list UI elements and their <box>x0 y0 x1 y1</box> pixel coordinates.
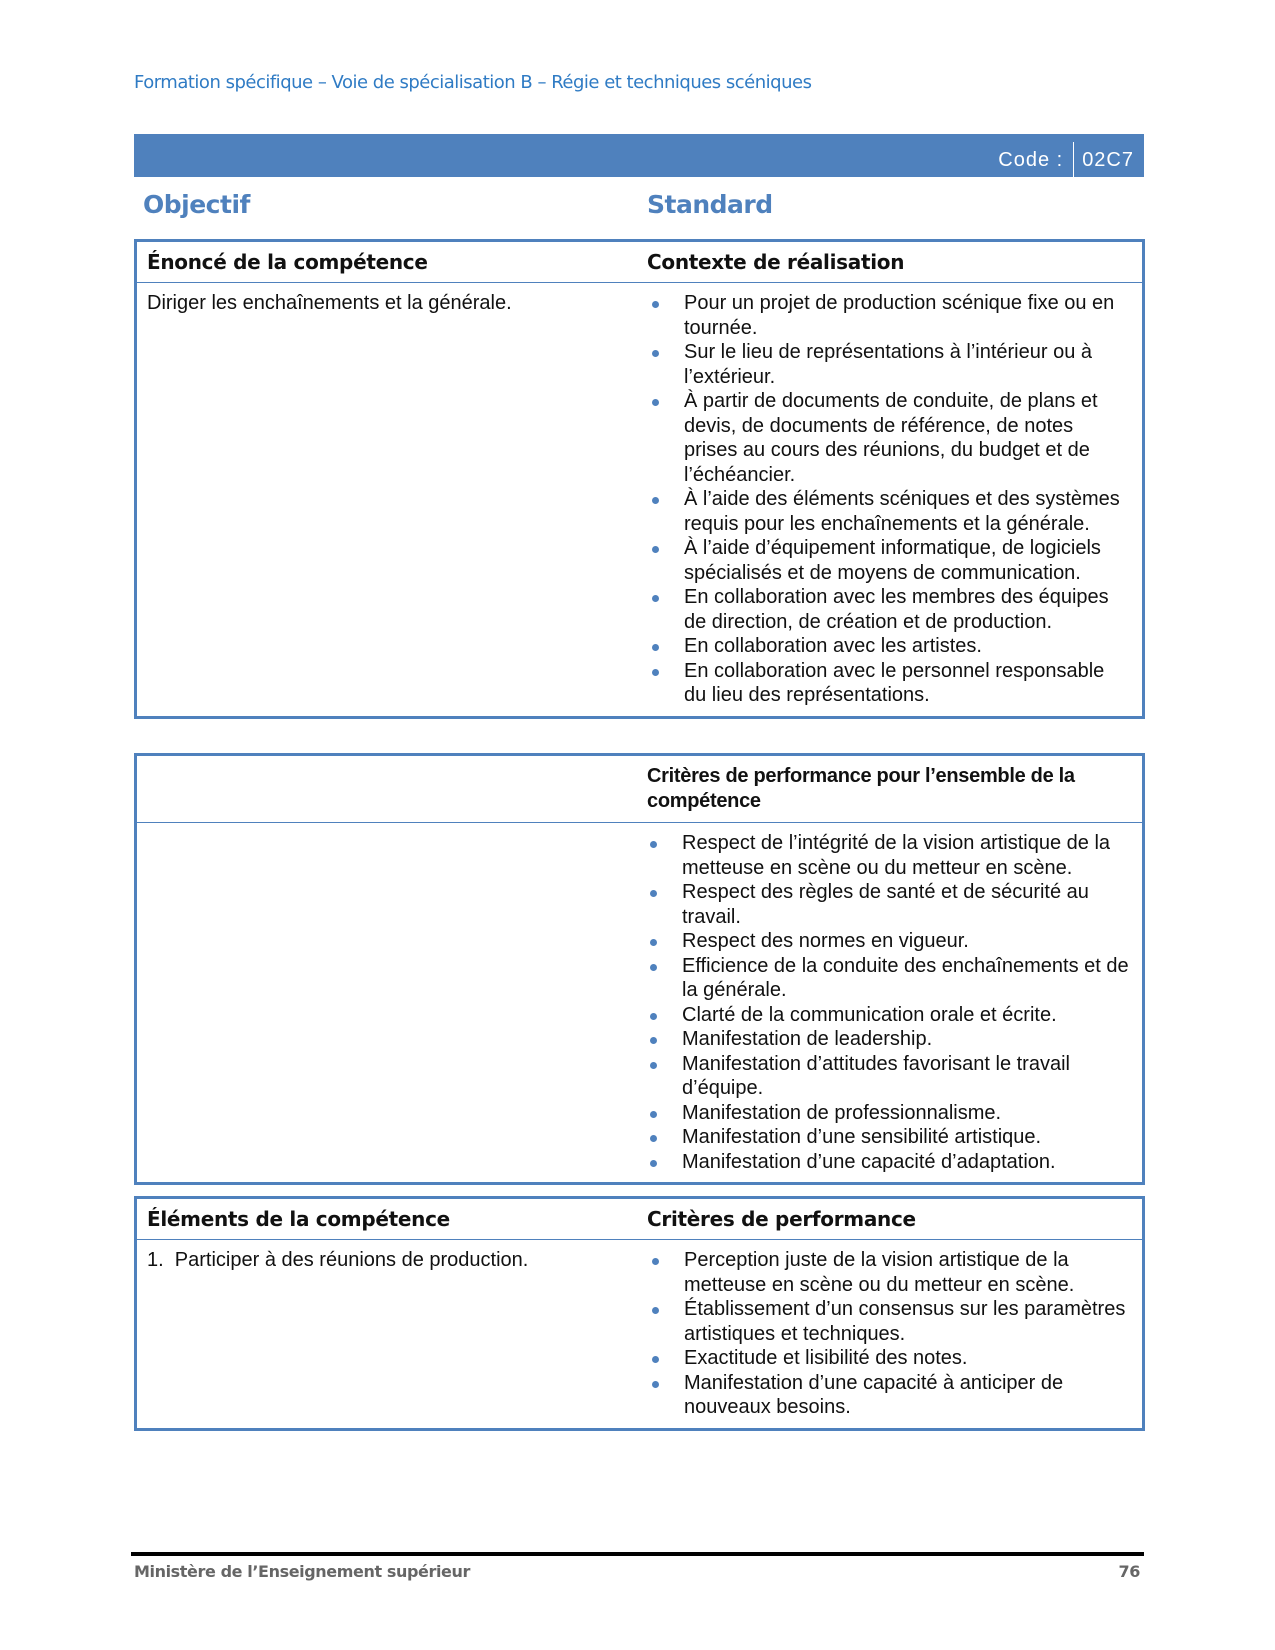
global-criteria-table <box>134 753 1145 1185</box>
bullet-icon <box>652 546 659 553</box>
list-item <box>647 536 1132 585</box>
bullet-icon <box>650 890 657 897</box>
bullet-icon <box>652 1307 659 1314</box>
table-row <box>137 1240 1142 1428</box>
list-item-text: En collaboration avec le personnel responsable du lieu des représentations. <box>684 659 1105 706</box>
list-item-text: Manifestation d’une capacité à anticiper de nouveaux besoins. <box>684 1371 1064 1418</box>
list-item <box>647 389 1132 487</box>
list-item-text: Perception juste de la vision artistique de la metteuse en scène ou du metteur en scène. <box>684 1249 1075 1296</box>
list-item <box>647 634 1132 659</box>
list-item-text: Manifestation de professionnalisme. <box>682 1101 1002 1124</box>
bullet-icon <box>650 1013 657 1020</box>
list-item <box>645 1052 1132 1101</box>
list-item-text: À partir de documents de conduite, de plans et devis, de documents de référence, de notes prises au cours des réunions, du budget et de l’échéancier. <box>684 390 1098 486</box>
page-number: 76 <box>1118 1562 1140 1581</box>
table-row <box>137 823 1142 1182</box>
list-item-text: En collaboration avec les membres des équipes de direction, de création et de production. <box>684 586 1109 633</box>
col-header-elements: Éléments de la compétence <box>147 1207 450 1231</box>
list-item <box>645 1027 1132 1052</box>
bullet-icon <box>650 1111 657 1118</box>
list-item-text: Exactitude et lisibilité des notes. <box>684 1347 968 1369</box>
list-item <box>645 954 1132 1003</box>
list-item <box>647 1248 1132 1297</box>
list-item <box>647 1297 1132 1346</box>
bullet-icon <box>652 644 659 651</box>
list-item-text: Manifestation d’attitudes favorisant le travail d’équipe. <box>682 1052 1070 1099</box>
col-header-criteres: Critères de performance <box>647 1207 916 1231</box>
table-row <box>137 283 1142 716</box>
list-item <box>645 1150 1132 1175</box>
list-item <box>645 880 1132 929</box>
bullet-icon <box>652 595 659 602</box>
list-item-text: Manifestation d’une sensibilité artistique. <box>682 1126 1042 1148</box>
table-header-row <box>137 756 1142 823</box>
bullet-icon <box>652 669 659 676</box>
list-item-text: Clarté de la communication orale et écrite. <box>682 1003 1057 1026</box>
list-item-text: Respect de l’intégrité de la vision artistique de la metteuse en scène ou du metteur en scène. <box>682 832 1111 879</box>
list-item-text: Manifestation de leadership. <box>682 1028 933 1050</box>
list-item-text: Respect des normes en vigueur. <box>682 930 969 952</box>
list-item <box>645 1125 1132 1150</box>
section-objectif: Objectif <box>143 190 250 219</box>
elements-table <box>134 1196 1145 1431</box>
bullet-icon <box>650 1062 657 1069</box>
bullet-icon <box>650 1160 657 1167</box>
running-header: Formation spécifique – Voie de spécialisation B – Régie et techniques scéniques <box>134 72 812 93</box>
bullet-icon <box>652 497 659 504</box>
list-item <box>645 831 1132 880</box>
list-item <box>645 1003 1132 1028</box>
list-item <box>647 487 1132 536</box>
list-item-text: Pour un projet de production scénique fixe ou en tournée. <box>684 292 1115 339</box>
code-label: Code : <box>998 148 1064 171</box>
bullet-icon <box>652 1356 659 1363</box>
bullet-icon <box>650 964 657 971</box>
code-box <box>998 142 1134 178</box>
list-item-text: À l’aide d’équipement informatique, de logiciels spécialisés et de moyens de communication. <box>684 537 1101 584</box>
empty-cell <box>137 756 637 822</box>
element-item: 1. Participer à des réunions de production. <box>147 1249 529 1271</box>
list-item-text: À l’aide des éléments scéniques et des systèmes requis pour les enchaînements et la générale. <box>684 488 1120 535</box>
competence-table <box>134 239 1145 719</box>
col-header-criteres-ensemble: Critères de performance pour l’ensemble de la compétence <box>647 765 1075 812</box>
bullet-icon <box>650 1037 657 1044</box>
section-standard: Standard <box>647 190 773 219</box>
list-item-text: Sur le lieu de représentations à l’intérieur ou à l’extérieur. <box>684 341 1093 388</box>
table-header-row <box>137 242 1142 283</box>
list-item <box>647 1346 1132 1371</box>
bullet-icon <box>650 1135 657 1142</box>
empty-cell <box>137 823 637 1182</box>
list-item-text: En collaboration avec les artistes. <box>684 635 982 657</box>
bullet-icon <box>652 350 659 357</box>
list-item-text: Respect des règles de santé et de sécurité au travail. <box>682 881 1089 928</box>
element-criteria-list <box>647 1248 1132 1420</box>
bullet-icon <box>652 399 659 406</box>
competence-statement: Diriger les enchaînements et la générale. <box>147 292 512 314</box>
bullet-icon <box>650 939 657 946</box>
list-item <box>645 929 1132 954</box>
list-item <box>647 291 1132 340</box>
bullet-icon <box>652 1258 659 1265</box>
list-item-text: Établissement d’un consensus sur les paramètres artistiques et techniques. <box>684 1298 1126 1345</box>
list-item <box>647 340 1132 389</box>
bullet-icon <box>650 841 657 848</box>
list-item <box>647 585 1132 634</box>
bullet-icon <box>652 1381 659 1388</box>
list-item-text: Efficience de la conduite des enchaînements et de la générale. <box>682 954 1129 1001</box>
global-criteria-list <box>645 831 1132 1174</box>
code-divider <box>1073 142 1074 178</box>
footer-ministry: Ministère de l’Enseignement supérieur <box>134 1562 470 1581</box>
table-header-row <box>137 1199 1142 1240</box>
col-header-enonce: Énoncé de la compétence <box>147 250 428 274</box>
list-item <box>647 659 1132 708</box>
list-item-text: Manifestation d’une capacité d’adaptation. <box>682 1150 1056 1173</box>
code-value: 02C7 <box>1082 148 1134 171</box>
list-item <box>645 1101 1132 1126</box>
context-list <box>647 291 1132 708</box>
footer-rule <box>131 1552 1144 1556</box>
bullet-icon <box>652 301 659 308</box>
code-bar <box>134 134 1144 177</box>
col-header-contexte: Contexte de réalisation <box>647 250 905 274</box>
list-item <box>647 1371 1132 1420</box>
